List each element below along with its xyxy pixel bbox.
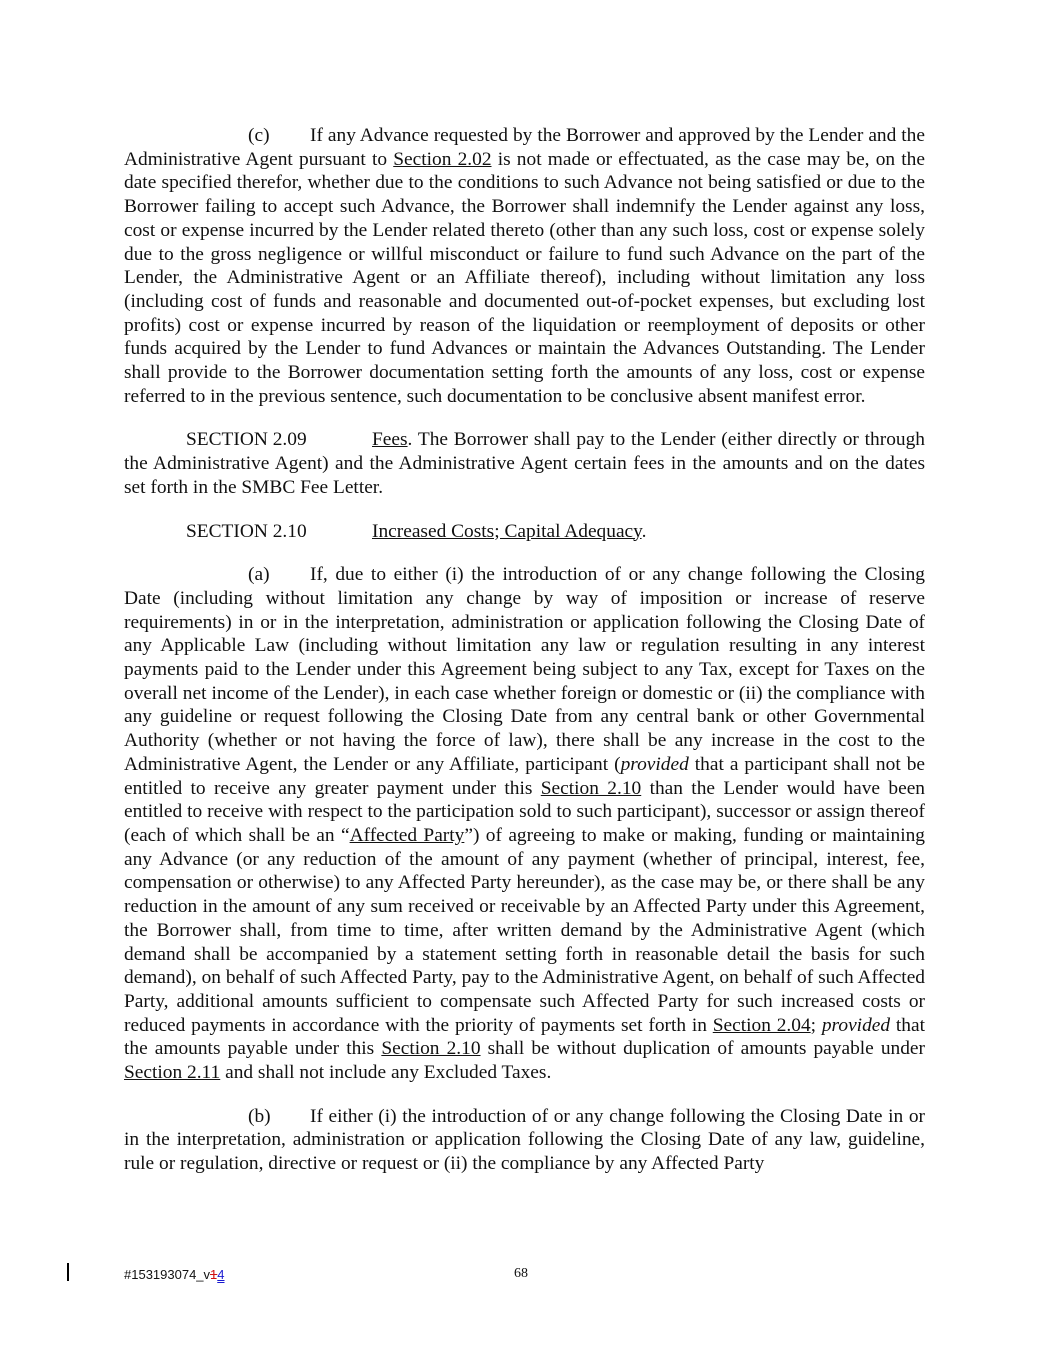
- paragraph-text: shall be without duplication of amounts payable under: [480, 1038, 925, 1060]
- paragraph-text: and shall not include any Excluded Taxes.: [220, 1062, 552, 1084]
- section-number: SECTION 2.09: [186, 429, 307, 451]
- paragraph-text: If either (i) the introduction of or any change following the Closing Date in or in the interpretation, administration or application following the Closing Date of any law, guideline, rule or regulation, directive or request or (ii) the compliance by any Affected Party: [124, 1105, 925, 1175]
- document-id-prefix: #153193074_v: [124, 1267, 211, 1282]
- section-2-09: [124, 428, 925, 499]
- paragraph-text: that a participant shall not be entitled to receive any greater payment under this: [124, 753, 925, 799]
- heading-period: .: [641, 520, 647, 542]
- paragraph-text: If any Advance requested by the Borrower and approved by the Lender and the Administrative Agent pursuant to: [124, 125, 925, 170]
- section-2-10-heading: [124, 520, 925, 544]
- clause-label: (b): [248, 1105, 271, 1127]
- italic-term: provided: [620, 753, 689, 775]
- clause-label: (c): [248, 125, 270, 146]
- paragraph-text: ;: [810, 1014, 822, 1036]
- paragraph-text: that the amounts payable under this: [124, 1014, 925, 1060]
- section-title: Increased Costs; Capital Adequacy: [372, 520, 642, 542]
- section-title: Fees: [372, 429, 408, 451]
- section-number: SECTION 2.10: [186, 520, 307, 542]
- paragraph-text: is not made or effectuated, as the case may be, on the date specified therefor, whether due to the conditions to such Advance not being satisfied or due to the Borrower failing to accept such Advance, the Borrower shall indemnify the Lender against any loss, cost or expense incurred by the Lender related thereto (other than any such loss, cost or expense solely due to the gross negligence or willful misconduct or failure to fund such Advance on the part of the Lender, the Administrative Agent or an Affiliate thereof), including without limitation any loss (including cost of funds and reasonable and documented out-of-pocket expenses, but excluding lost profits) cost or expense incurred by reason of the liquidation or reemployment of deposits or other funds acquired by the Lender to fund Advances or maintain the Advances Outstanding. The Lender shall provide to the Borrower documentation setting forth the amounts of any loss, cost or expense referred to in the previous sentence, such documentation to be conclusive absent manifest error.: [124, 148, 925, 407]
- paragraph-text: . The Borrower shall pay to the Lender (either directly or through the Administrative Agent) and the Administrative Agent certain fees in the amounts and on the dates set forth in the SMBC Fee Letter.: [124, 429, 925, 498]
- paragraph-text: ”) of agreeing to make or making, funding or maintaining any Advance (or any reduction of the amount of any payment (whether of principal, interest, fee, compensation or otherwise) to any Affected Party hereunder), as the case may be, or there shall be any reduction in the amount of any sum received or receivable by an Affected Party under this Agreement, the Borrower shall, from time to time, after written demand by the Administrative Agent (which demand shall be accompanied by a statement setting forth in reasonable detail the basis for such demand), on behalf of such Affected Party, pay to the Administrative Agent, on behalf of such Affected Party, additional amounts sufficient to compensate such Affected Party for such increased costs or reduced payments in accordance with the priority of payments set forth in: [124, 824, 926, 1036]
- cross-reference-link[interactable]: Section 2.11: [124, 1062, 221, 1084]
- revision-change-bar: [67, 1263, 69, 1281]
- cross-reference-link[interactable]: Section 2.10: [540, 777, 642, 799]
- version-inserted: 4: [217, 1267, 225, 1282]
- page-number: 68: [514, 1266, 528, 1281]
- paragraph-text: If, due to either (i) the introduction of or any change following the Closing Date (including without limitation any change by way of imposition or increase of reserve requirements) in or in the interpretation, administration or application following the Closing Date of any Applicable Law (including without limitation any law or regulation resulting in any interest payments paid to the Lender under this Agreement being subject to any Tax, except for Taxes on the overall net income of the Lender), in each case whether foreign or domestic or (ii) the compliance with any guideline or request following the Closing Date from any central bank or other Governmental Authority (whether or not having the force of law), there shall be any increase in the cost to the Administrative Agent, the Lender or any Affiliate, participant (: [124, 564, 925, 775]
- document-body: [124, 124, 925, 1196]
- clause-label: (a): [248, 564, 270, 586]
- cross-reference-link[interactable]: Section 2.10: [381, 1038, 481, 1060]
- paragraph-text: than the Lender would have been entitled to receive with respect to the participation sold to such participant), successor or assign thereof (each of which shall be an “: [124, 777, 925, 846]
- version-deleted: 1: [210, 1267, 218, 1282]
- cross-reference-link[interactable]: Section 2.02: [393, 148, 492, 170]
- document-id: [124, 1267, 225, 1282]
- italic-term: provided: [821, 1014, 891, 1036]
- paragraph-2-08-c: [124, 124, 925, 408]
- cross-reference-link[interactable]: Section 2.04: [712, 1014, 811, 1036]
- paragraph-2-10-b: [124, 1105, 925, 1176]
- paragraph-2-10-a: [124, 563, 925, 1084]
- defined-term: Affected Party: [349, 824, 465, 846]
